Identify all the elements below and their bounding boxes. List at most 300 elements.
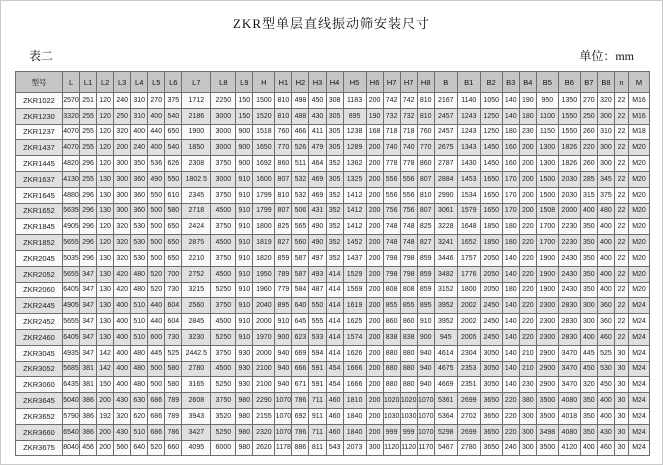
value-cell: 200 xyxy=(366,345,383,361)
value-cell: 2675 xyxy=(434,140,457,156)
value-cell: 1826 xyxy=(558,140,580,156)
value-cell: 400 xyxy=(597,235,614,251)
value-cell: 587 xyxy=(292,266,309,282)
value-cell: 640 xyxy=(292,298,309,314)
value-cell: 500 xyxy=(148,203,165,219)
value-cell: 130 xyxy=(97,203,114,219)
value-cell: 556 xyxy=(400,187,417,203)
value-cell: 360 xyxy=(597,298,614,314)
table-row xyxy=(16,219,650,235)
value-cell: 497 xyxy=(309,250,326,266)
value-cell: M18 xyxy=(629,124,650,140)
value-cell: 2210 xyxy=(182,250,211,266)
value-cell: 2000 xyxy=(558,203,580,219)
value-cell: 748 xyxy=(400,219,417,235)
value-cell: 950 xyxy=(536,93,558,109)
value-cell: 285 xyxy=(580,171,597,187)
value-cell: 2424 xyxy=(182,219,211,235)
column-header: B3 xyxy=(502,72,519,93)
value-cell: 454 xyxy=(326,377,343,393)
value-cell: 940 xyxy=(275,377,292,393)
value-cell: 5298 xyxy=(434,424,457,440)
value-cell: 296 xyxy=(80,250,97,266)
value-cell: 511 xyxy=(292,156,309,172)
value-cell: 414 xyxy=(326,266,343,282)
value-cell: 859 xyxy=(417,266,434,282)
value-cell: 347 xyxy=(80,266,97,282)
value-cell: 532 xyxy=(292,171,309,187)
value-cell: 880 xyxy=(400,361,417,377)
model-cell: ZKR2460 xyxy=(16,329,63,345)
value-cell: 1412 xyxy=(343,219,366,235)
value-cell: 300 xyxy=(114,171,131,187)
value-cell: 220 xyxy=(502,424,519,440)
model-cell: ZKR1645 xyxy=(16,187,63,203)
value-cell: 810 xyxy=(275,108,292,124)
value-cell: 414 xyxy=(326,329,343,345)
value-cell: 150 xyxy=(236,108,253,124)
value-cell: 2900 xyxy=(536,361,558,377)
value-cell: 22 xyxy=(615,93,629,109)
value-cell: 440 xyxy=(148,298,165,314)
value-cell: 300 xyxy=(580,298,597,314)
value-cell: 200 xyxy=(366,187,383,203)
value-cell: 22 xyxy=(615,298,629,314)
value-cell: M24 xyxy=(629,424,650,440)
value-cell: 414 xyxy=(326,282,343,298)
value-cell: 3427 xyxy=(182,424,211,440)
column-header: H6 xyxy=(366,72,383,93)
value-cell: 480 xyxy=(131,266,148,282)
value-cell: 980 xyxy=(236,424,253,440)
value-cell: 5250 xyxy=(211,282,236,298)
value-cell: 130 xyxy=(97,187,114,203)
value-cell: 493 xyxy=(309,266,326,282)
value-cell: 140 xyxy=(502,250,519,266)
value-cell: 4070 xyxy=(63,140,80,156)
value-cell: 825 xyxy=(275,219,292,235)
value-cell: 2787 xyxy=(434,156,457,172)
value-cell: 2353 xyxy=(457,361,480,377)
value-cell: 420 xyxy=(114,266,131,282)
value-cell: 200 xyxy=(366,361,383,377)
value-cell: 360 xyxy=(597,314,614,330)
value-cell: 1850 xyxy=(182,140,211,156)
value-cell: 807 xyxy=(275,171,292,187)
value-cell: 1343 xyxy=(457,140,480,156)
value-cell: 2050 xyxy=(480,250,502,266)
value-cell: 347 xyxy=(80,314,97,330)
value-cell: 2718 xyxy=(182,203,211,219)
model-cell: ZKR1230 xyxy=(16,108,63,124)
value-cell: 168 xyxy=(366,124,383,140)
value-cell: 22 xyxy=(615,156,629,172)
value-cell: 2560 xyxy=(182,298,211,314)
value-cell: 2830 xyxy=(558,329,580,345)
value-cell: 510 xyxy=(131,314,148,330)
value-cell: 4500 xyxy=(211,235,236,251)
value-cell: 810 xyxy=(417,93,434,109)
value-cell: 2320 xyxy=(253,424,275,440)
value-cell: 375 xyxy=(597,187,614,203)
value-cell: 200 xyxy=(519,156,536,172)
value-cell: 305 xyxy=(326,171,343,187)
value-cell: 711 xyxy=(309,424,326,440)
value-cell: 2430 xyxy=(558,250,580,266)
value-cell: 22 xyxy=(615,108,629,124)
value-cell: 480 xyxy=(131,361,148,377)
value-cell: 945 xyxy=(434,329,457,345)
value-cell: 880 xyxy=(400,377,417,393)
value-cell: 200 xyxy=(366,298,383,314)
value-cell: 808 xyxy=(400,282,417,298)
value-cell: 180 xyxy=(502,282,519,298)
table-row xyxy=(16,314,650,330)
value-cell: 810 xyxy=(417,108,434,124)
value-cell: 860 xyxy=(275,156,292,172)
table-meta-row xyxy=(29,47,634,64)
table-row xyxy=(16,424,650,440)
value-cell: 4095 xyxy=(182,440,211,456)
value-cell: 2030 xyxy=(558,171,580,187)
value-cell: 220 xyxy=(519,314,536,330)
value-cell: 1500 xyxy=(536,171,558,187)
value-cell: 536 xyxy=(148,156,165,172)
value-cell: 255 xyxy=(80,140,97,156)
column-header: L6 xyxy=(165,72,182,93)
value-cell: 440 xyxy=(148,124,165,140)
value-cell: 140 xyxy=(502,108,519,124)
value-cell: 381 xyxy=(80,377,97,393)
column-header: B1 xyxy=(457,72,480,93)
value-cell: 500 xyxy=(148,250,165,266)
value-cell: 300 xyxy=(597,108,614,124)
value-cell: 1650 xyxy=(480,187,502,203)
value-cell: 740 xyxy=(383,140,400,156)
value-cell: 1250 xyxy=(480,124,502,140)
value-cell: 315 xyxy=(580,187,597,203)
value-cell: 2345 xyxy=(182,187,211,203)
value-cell: 400 xyxy=(597,219,614,235)
value-cell: 520 xyxy=(148,266,165,282)
value-cell: M20 xyxy=(629,219,650,235)
column-header-model: 型号 xyxy=(16,72,63,93)
value-cell: 2450 xyxy=(480,314,502,330)
value-cell: 1820 xyxy=(253,250,275,266)
model-cell: ZKR1652 xyxy=(16,203,63,219)
value-cell: 464 xyxy=(309,156,326,172)
value-cell: 140 xyxy=(502,329,519,345)
value-cell: 200 xyxy=(519,203,536,219)
value-cell: 345 xyxy=(597,171,614,187)
value-cell: 530 xyxy=(597,361,614,377)
value-cell: 4675 xyxy=(434,361,457,377)
value-cell: 440 xyxy=(148,314,165,330)
value-cell: M24 xyxy=(629,314,650,330)
value-cell: M20 xyxy=(629,282,650,298)
value-cell: 1840 xyxy=(343,408,366,424)
column-header: L5 xyxy=(148,72,165,93)
value-cell: 400 xyxy=(114,345,131,361)
value-cell: 1970 xyxy=(253,329,275,345)
value-cell: 540 xyxy=(165,140,182,156)
value-cell: 347 xyxy=(80,282,97,298)
value-cell: 3050 xyxy=(480,361,502,377)
model-cell: ZKR1845 xyxy=(16,219,63,235)
value-cell: 300 xyxy=(519,440,536,456)
value-cell: 200 xyxy=(366,235,383,251)
value-cell: 1020 xyxy=(383,393,400,409)
value-cell: 400 xyxy=(114,377,131,393)
value-cell: 386 xyxy=(80,424,97,440)
value-cell: 140 xyxy=(502,361,519,377)
value-cell: M24 xyxy=(629,377,650,393)
value-cell: 2702 xyxy=(457,408,480,424)
value-cell: 6405 xyxy=(63,282,80,298)
value-cell: 910 xyxy=(236,219,253,235)
value-cell: 352 xyxy=(326,250,343,266)
value-cell: 347 xyxy=(80,298,97,314)
value-cell: 900 xyxy=(275,329,292,345)
value-cell: 240 xyxy=(502,440,519,456)
value-cell: 506 xyxy=(292,203,309,219)
value-cell: 1437 xyxy=(343,250,366,266)
value-cell: 999 xyxy=(383,424,400,440)
value-cell: 220 xyxy=(519,219,536,235)
value-cell: M24 xyxy=(629,298,650,314)
value-cell: 1826 xyxy=(558,156,580,172)
value-cell: 120 xyxy=(97,108,114,124)
value-cell: 1692 xyxy=(253,156,275,172)
table-row xyxy=(16,361,650,377)
value-cell: 555 xyxy=(309,314,326,330)
column-header: L7 xyxy=(182,72,211,93)
value-cell: 386 xyxy=(80,408,97,424)
value-cell: 308 xyxy=(326,93,343,109)
value-cell: 200 xyxy=(97,393,114,409)
table-row xyxy=(16,93,650,109)
value-cell: 414 xyxy=(326,314,343,330)
value-cell: 900 xyxy=(236,124,253,140)
value-cell: 910 xyxy=(236,282,253,298)
value-cell: 1070 xyxy=(417,408,434,424)
value-cell: 940 xyxy=(275,361,292,377)
value-cell: 1289 xyxy=(343,140,366,156)
table-row xyxy=(16,250,650,266)
value-cell: 300 xyxy=(597,140,614,156)
value-cell: 859 xyxy=(417,282,434,298)
column-header: L2 xyxy=(97,72,114,93)
value-cell: 3500 xyxy=(536,408,558,424)
value-cell: 500 xyxy=(148,219,165,235)
value-cell: 530 xyxy=(131,235,148,251)
model-cell: ZKR3675 xyxy=(16,440,63,456)
value-cell: 895 xyxy=(275,298,292,314)
table-row xyxy=(16,156,650,172)
value-cell: 1238 xyxy=(343,124,366,140)
value-cell: 930 xyxy=(236,361,253,377)
value-cell: 1412 xyxy=(343,203,366,219)
value-cell: 520 xyxy=(148,282,165,298)
value-cell: 320 xyxy=(114,235,131,251)
value-cell: 1799 xyxy=(253,203,275,219)
value-cell: 8040 xyxy=(63,440,80,456)
value-cell: 1650 xyxy=(480,203,502,219)
value-cell: 732 xyxy=(400,108,417,124)
value-cell: 200 xyxy=(519,187,536,203)
value-cell: 3241 xyxy=(434,235,457,251)
value-cell: 220 xyxy=(502,393,519,409)
value-cell: 30 xyxy=(615,361,629,377)
value-cell: 895 xyxy=(343,108,366,124)
value-cell: 594 xyxy=(309,345,326,361)
value-cell: 730 xyxy=(165,282,182,298)
value-cell: 140 xyxy=(502,298,519,314)
value-cell: 160 xyxy=(502,140,519,156)
value-cell: 2900 xyxy=(536,377,558,393)
value-cell: 4880 xyxy=(63,187,80,203)
value-cell: 1508 xyxy=(536,203,558,219)
value-cell: 1100 xyxy=(536,108,558,124)
value-cell: 1840 xyxy=(343,424,366,440)
value-cell: 2457 xyxy=(434,108,457,124)
column-header: B7 xyxy=(580,72,597,93)
value-cell: 3152 xyxy=(434,282,457,298)
value-cell: 120 xyxy=(97,235,114,251)
model-cell: ZKR1237 xyxy=(16,124,63,140)
value-cell: 550 xyxy=(148,187,165,203)
value-cell: 5655 xyxy=(63,266,80,282)
value-cell: 1810 xyxy=(343,393,366,409)
value-cell: 798 xyxy=(383,250,400,266)
table-body xyxy=(16,93,650,456)
value-cell: 6000 xyxy=(211,440,236,456)
value-cell: 510 xyxy=(131,329,148,345)
value-cell: 192 xyxy=(97,408,114,424)
value-cell: 2167 xyxy=(434,93,457,109)
value-cell: M24 xyxy=(629,345,650,361)
value-cell: 556 xyxy=(383,187,400,203)
value-cell: M20 xyxy=(629,140,650,156)
value-cell: 2000 xyxy=(253,345,275,361)
value-cell: 3230 xyxy=(182,329,211,345)
value-cell: 732 xyxy=(383,108,400,124)
value-cell: 140 xyxy=(502,377,519,393)
value-cell: 1452 xyxy=(343,235,366,251)
value-cell: 1850 xyxy=(480,219,502,235)
value-cell: 3050 xyxy=(480,377,502,393)
value-cell: 320 xyxy=(597,93,614,109)
value-cell: 604 xyxy=(165,298,182,314)
value-cell: 3750 xyxy=(211,187,236,203)
value-cell: 4614 xyxy=(434,345,457,361)
value-cell: 550 xyxy=(309,298,326,314)
value-cell: 296 xyxy=(80,156,97,172)
value-cell: 220 xyxy=(519,235,536,251)
value-cell: 230 xyxy=(519,377,536,393)
value-cell: 1243 xyxy=(457,108,480,124)
value-cell: 3215 xyxy=(182,282,211,298)
value-cell: 880 xyxy=(383,361,400,377)
value-cell: 1900 xyxy=(536,266,558,282)
value-cell: 1802.5 xyxy=(182,171,211,187)
value-cell: 320 xyxy=(580,377,597,393)
value-cell: 5250 xyxy=(211,329,236,345)
value-cell: 3165 xyxy=(182,377,211,393)
value-cell: 420 xyxy=(114,282,131,298)
value-cell: 2430 xyxy=(558,266,580,282)
value-cell: 1625 xyxy=(343,314,366,330)
value-cell: 200 xyxy=(366,282,383,298)
value-cell: 352 xyxy=(326,156,343,172)
value-cell: 4500 xyxy=(211,203,236,219)
value-cell: 400 xyxy=(114,361,131,377)
model-cell: ZKR3652 xyxy=(16,408,63,424)
value-cell: 400 xyxy=(148,140,165,156)
value-cell: 778 xyxy=(383,156,400,172)
value-cell: 380 xyxy=(519,393,536,409)
value-cell: 1362 xyxy=(343,156,366,172)
value-cell: 400 xyxy=(597,250,614,266)
value-cell: 3061 xyxy=(434,203,457,219)
value-cell: 778 xyxy=(400,156,417,172)
value-cell: 1500 xyxy=(253,93,275,109)
value-cell: 22 xyxy=(615,187,629,203)
value-cell: 807 xyxy=(417,203,434,219)
value-cell: 140 xyxy=(502,266,519,282)
value-cell: 120 xyxy=(97,140,114,156)
value-cell: 2450 xyxy=(480,298,502,314)
value-cell: 2186 xyxy=(182,108,211,124)
value-cell: 623 xyxy=(292,329,309,345)
table-row xyxy=(16,235,650,251)
value-cell: 1070 xyxy=(275,424,292,440)
value-cell: 1619 xyxy=(343,298,366,314)
value-cell: 22 xyxy=(615,314,629,330)
value-cell: 742 xyxy=(383,93,400,109)
value-cell: 1150 xyxy=(536,124,558,140)
value-cell: 460 xyxy=(326,393,343,409)
value-cell: 3750 xyxy=(211,298,236,314)
value-cell: 5361 xyxy=(434,393,457,409)
value-cell: 886 xyxy=(292,440,309,456)
column-header: B4 xyxy=(519,72,536,93)
value-cell: 650 xyxy=(165,250,182,266)
value-cell: 5040 xyxy=(63,393,80,409)
value-cell: 1500 xyxy=(536,187,558,203)
value-cell: 798 xyxy=(383,266,400,282)
value-cell: 1800 xyxy=(253,219,275,235)
value-cell: 255 xyxy=(80,171,97,187)
value-cell: 1178 xyxy=(275,440,292,456)
value-cell: 3750 xyxy=(211,219,236,235)
value-cell: 352 xyxy=(326,219,343,235)
value-cell: 510 xyxy=(131,298,148,314)
value-cell: 120 xyxy=(97,156,114,172)
value-cell: 1650 xyxy=(480,171,502,187)
value-cell: 1900 xyxy=(536,282,558,298)
value-cell: 1120 xyxy=(400,440,417,456)
value-cell: 2304 xyxy=(457,345,480,361)
value-cell: 807 xyxy=(275,203,292,219)
value-cell: 460 xyxy=(326,424,343,440)
value-cell: 431 xyxy=(309,203,326,219)
table-row xyxy=(16,393,650,409)
table-row xyxy=(16,282,650,298)
value-cell: 565 xyxy=(292,219,309,235)
value-cell: 350 xyxy=(580,282,597,298)
value-cell: 1700 xyxy=(536,219,558,235)
